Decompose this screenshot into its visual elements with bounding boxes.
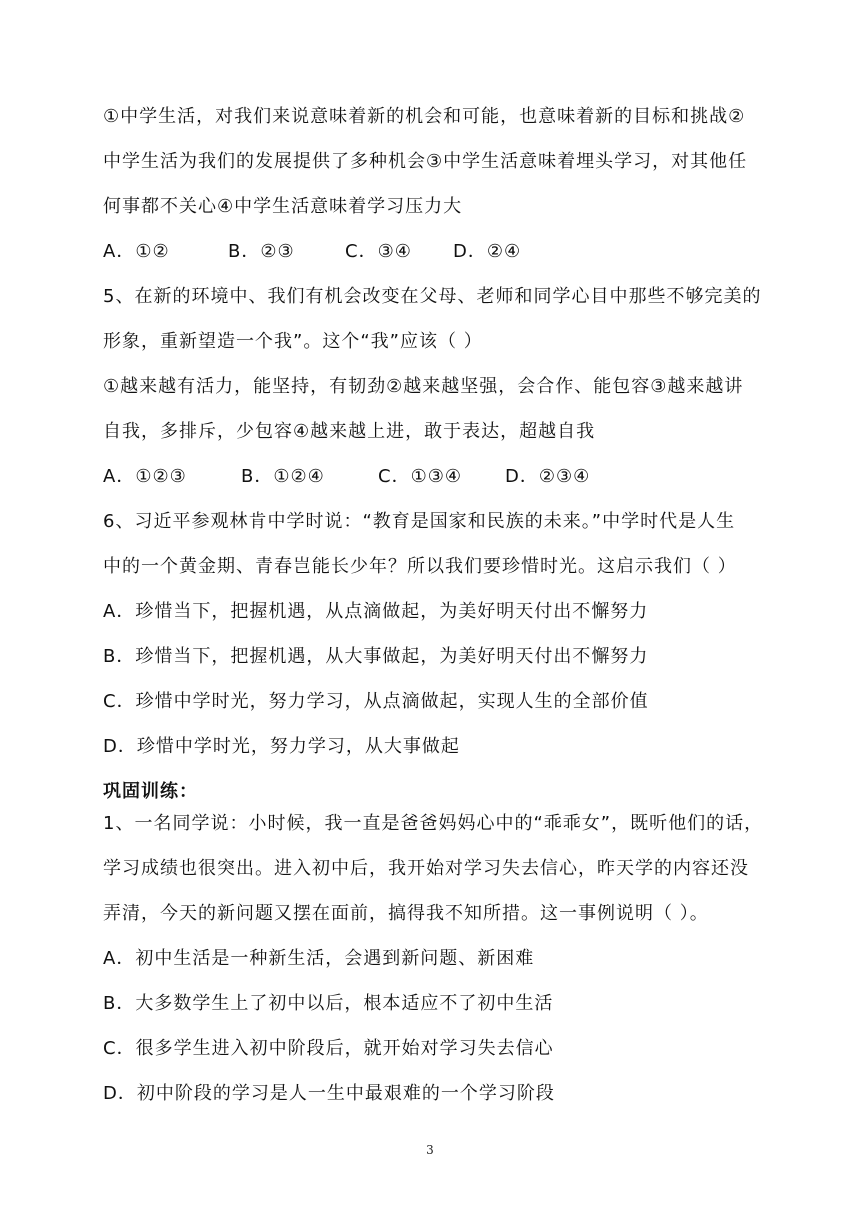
q6-stem-line: 中的一个黄金期、青春岂能长少年？所以我们要珍惜时光。这启示我们（ ） <box>103 556 737 577</box>
section-title: 巩固训练： <box>103 781 198 802</box>
q4-statement-line: 中学生活为我们的发展提供了多种机会③中学生活意味着埋头学习，对其他任 <box>103 151 748 172</box>
c1-stem-line: 学习成绩也很突出。进入初中后，我开始对学习失去信心，昨天学的内容还没 <box>103 858 749 879</box>
q6-option-c: C．珍惜中学时光，努力学习，从点滴做起，实现人生的全部价值 <box>103 691 649 712</box>
c1-option-a: A．初中生活是一种新生活，会遇到新问题、新困难 <box>103 948 535 969</box>
q6-option-d: D．珍惜中学时光，努力学习，从大事做起 <box>103 736 460 757</box>
q5-option-c: C．①③④ <box>378 466 462 487</box>
q5-option-b: B．①②④ <box>241 466 325 487</box>
q4-statement-line: ①中学生活，对我们来说意味着新的机会和可能，也意味着新的目标和挑战② <box>103 106 746 127</box>
c1-stem-line: 1、一名同学说：小时候，我一直是爸爸妈妈心中的“乖乖女”，既听他们的话， <box>103 813 763 834</box>
q5-statement-line: ①越来越有活力，能坚持，有韧劲②越来越坚强，会合作、能包容③越来越讲 <box>103 376 744 397</box>
q6-option-a: A．珍惜当下，把握机遇，从点滴做起，为美好明天付出不懈努力 <box>103 601 649 622</box>
q6-option-b: B．珍惜当下，把握机遇，从大事做起，为美好明天付出不懈努力 <box>103 646 649 667</box>
q4-statement-line: 何事都不关心④中学生活意味着学习压力大 <box>103 196 463 217</box>
q5-option-d: D．②③④ <box>505 466 591 487</box>
page-number: 3 <box>426 1143 434 1157</box>
q4-option-d: D．②④ <box>453 241 522 262</box>
q4-option-a: A．①② <box>103 241 170 262</box>
c1-option-b: B．大多数学生上了初中以后，根本适应不了初中生活 <box>103 993 554 1014</box>
q5-options <box>103 462 763 507</box>
c1-option-c: C．很多学生进入初中阶段后，就开始对学习失去信心 <box>103 1038 554 1059</box>
page-content <box>103 102 763 1124</box>
c1-stem-line: 弄清，今天的新问题又摆在面前，搞得我不知所措。这一事例说明（ ）。 <box>103 903 709 924</box>
c1-option-d: D．初中阶段的学习是人一生中最艰难的一个学习阶段 <box>103 1083 555 1104</box>
q5-option-a: A．①②③ <box>103 466 187 487</box>
q6-stem-line: 6、习近平参观林肯中学时说：“教育是国家和民族的未来。”中学时代是人生 <box>103 511 736 532</box>
q5-stem-line: 形象，重新望造一个我”。这个“我”应该（ ） <box>103 331 483 352</box>
q5-stem-line: 5、在新的环境中、我们有机会改变在父母、老师和同学心目中那些不够完美的 <box>103 286 762 307</box>
q4-option-c: C．③④ <box>345 241 412 262</box>
q5-statement-line: 自我，多排斥，少包容④越来越上进，敢于表达，超越自我 <box>103 421 596 442</box>
q4-options <box>103 237 763 282</box>
q4-option-b: B．②③ <box>228 241 295 262</box>
